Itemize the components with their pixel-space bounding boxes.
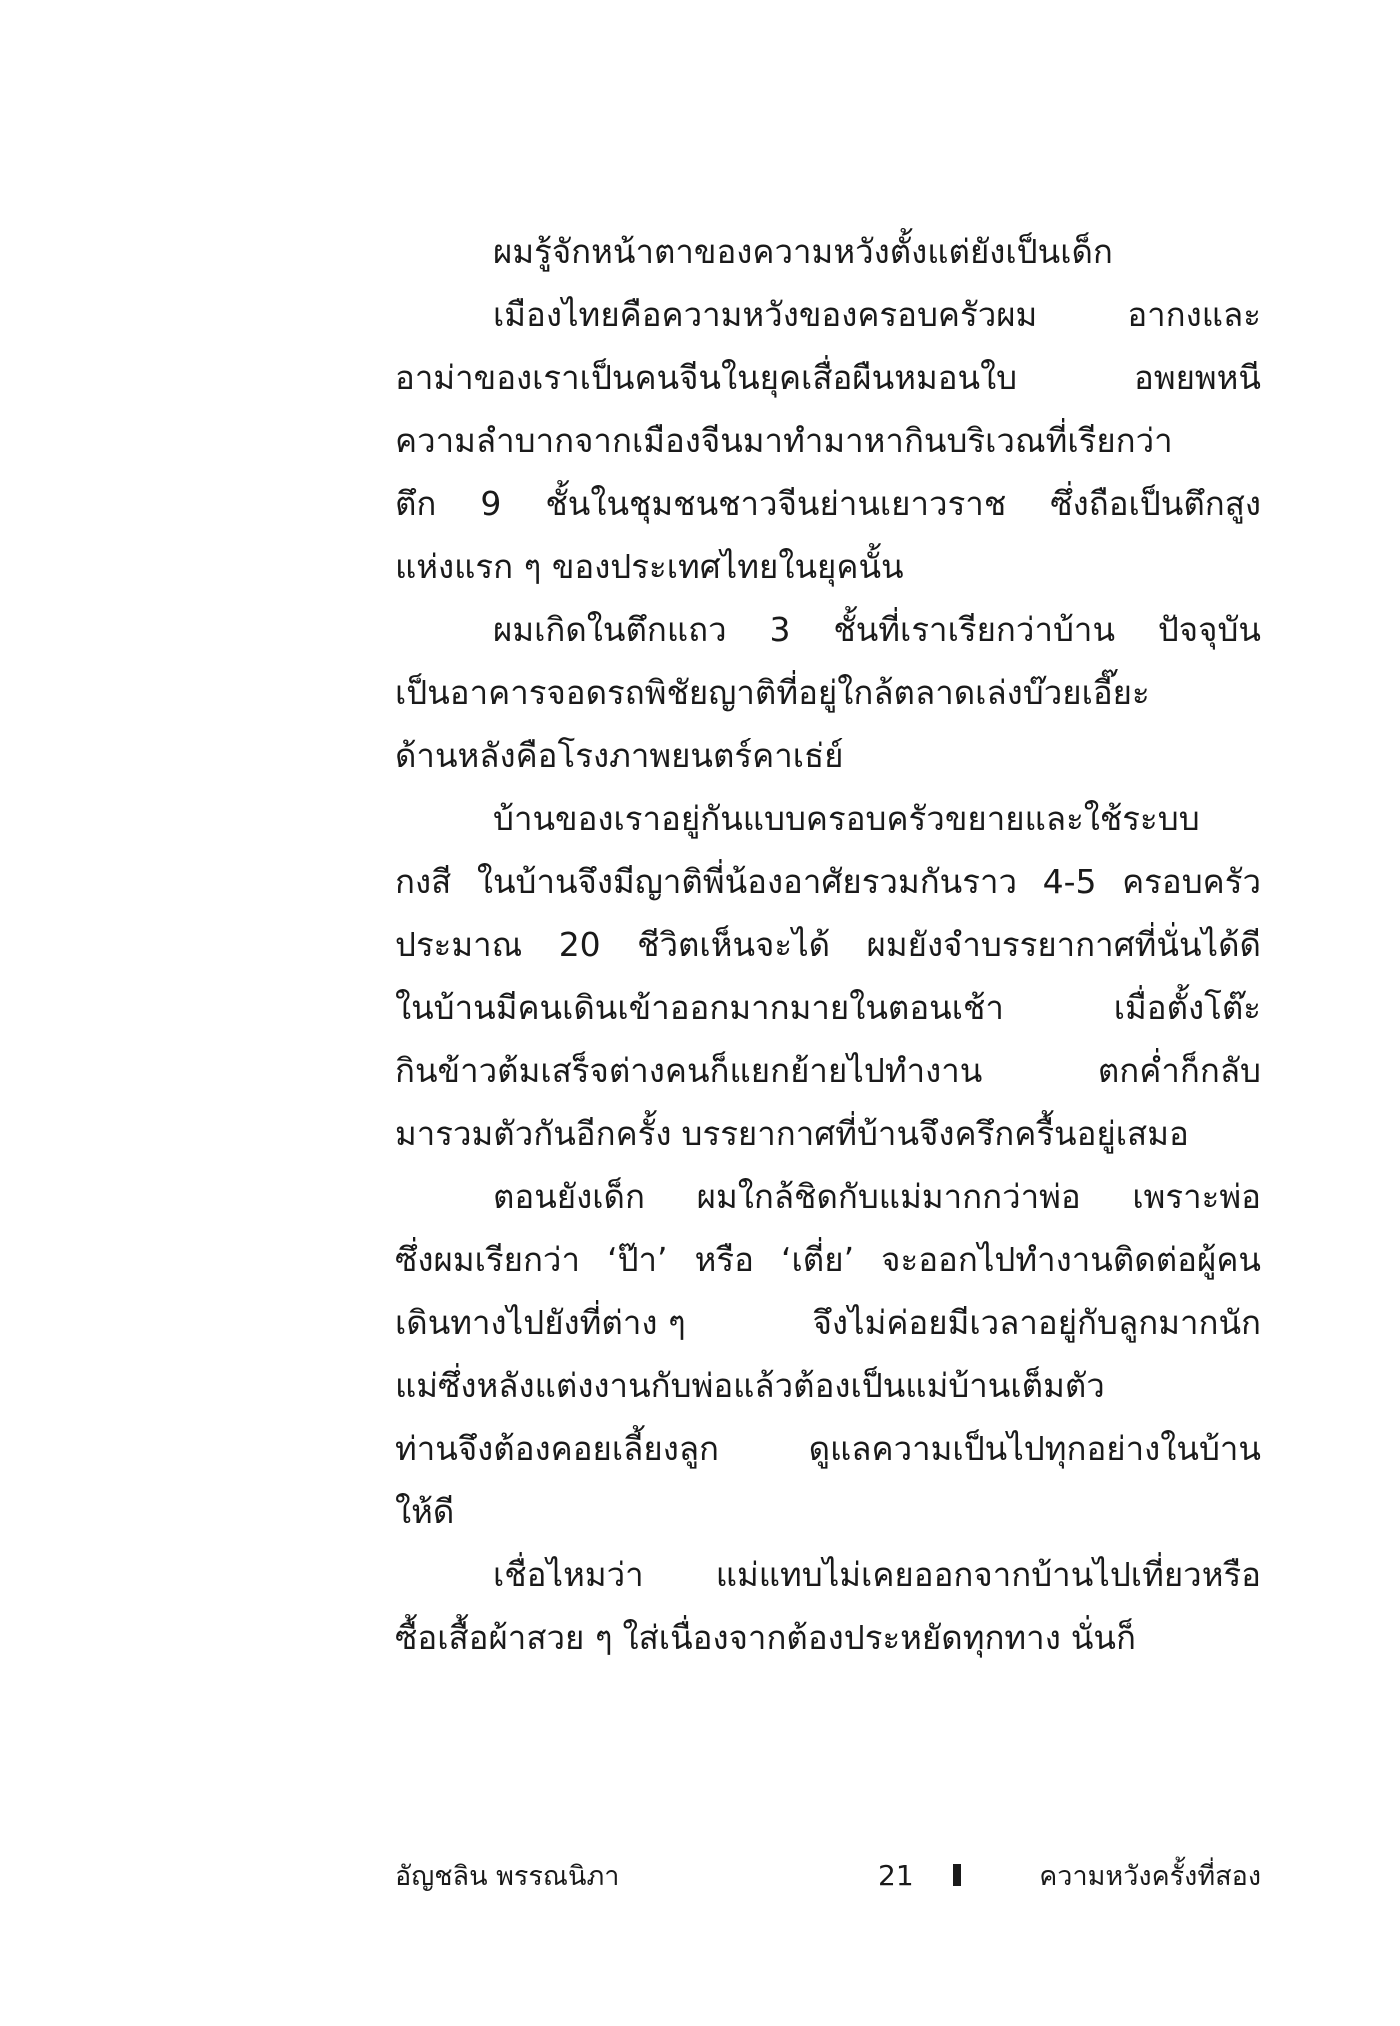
text-segment: ซึ่งผมเรียกว่า (395, 1240, 580, 1279)
text-segment: ผมรู้จักหน้าตาของความหวังตั้งแต่ยังเป็นเด็ก (493, 232, 1113, 271)
text-segment: ชีวิตเห็นจะได้ (637, 925, 831, 964)
text-segment: กงสี (395, 862, 452, 901)
text-line (395, 346, 1261, 409)
text-line (395, 1039, 1261, 1102)
text-line (395, 976, 1261, 1039)
text-line (395, 850, 1261, 913)
footer-author: อัญชลิน พรรณนิภา (395, 1860, 620, 1892)
text-segment: เมืองไทยคือความหวังของครอบครัวผม (493, 295, 1038, 334)
text-segment: ใส่เนื่องจากต้องประหยัดทุกทาง (622, 1618, 1061, 1657)
text-segment: ผมใกล้ชิดกับแม่มากกว่าพ่อ (696, 1177, 1081, 1216)
text-segment: ซื้อเสื้อผ้าสวย ๆ (395, 1618, 613, 1657)
text-line (395, 409, 1261, 472)
text-line (395, 598, 1261, 661)
text-line (395, 913, 1261, 976)
text-segment: ผมเกิดในตึกแถว (493, 610, 727, 649)
text-segment: ในบ้านมีคนเดินเข้าออกมากมายในตอนเช้า (395, 988, 1004, 1027)
text-segment: ตึก (395, 484, 437, 523)
text-segment: เป็นอาคารจอดรถพิชัยญาติที่อยู่ใกล้ตลาดเล่งบ๊วยเอี๊ยะ (395, 673, 1150, 712)
text-segment: ตกค่ำก็กลับ (1097, 1051, 1261, 1090)
text-line (395, 1543, 1261, 1606)
text-segment: ชั้นในชุมชนชาวจีนย่านเยาวราช (545, 484, 1007, 523)
paragraph (395, 220, 1261, 283)
text-segment: อพยพหนี (1134, 358, 1261, 397)
text-line (395, 1291, 1261, 1354)
text-segment: แม่แทบไม่เคยออกจากบ้านไปเที่ยวหรือ (715, 1555, 1261, 1594)
text-segment: 3 (769, 610, 791, 649)
text-segment: อาม่าของเราเป็นคนจีนในยุคเสื่อผืนหมอนใบ (395, 358, 1018, 397)
text-segment: ความลำบากจากเมืองจีนมาทำมาหากินบริเวณที่เรียกว่า (395, 421, 1173, 460)
text-segment: 20 (558, 925, 601, 964)
text-segment: ซึ่งถือเป็นตึกสูง (1050, 484, 1261, 523)
text-segment: อากงและ (1127, 295, 1261, 334)
text-segment: ดูแลความเป็นไปทุกอย่างในบ้าน (808, 1429, 1261, 1468)
paragraph (395, 1543, 1261, 1669)
text-line (395, 724, 1261, 787)
text-segment: 4-5 (1042, 862, 1097, 901)
text-line (395, 1354, 1261, 1417)
text-segment: จึงไม่ค่อยมีเวลาอยู่กับลูกมากนัก (812, 1303, 1261, 1342)
text-segment: ให้ดี (395, 1492, 455, 1531)
text-line (395, 220, 1261, 283)
text-line (395, 472, 1261, 535)
text-line (395, 1228, 1261, 1291)
text-line (395, 1606, 1261, 1669)
text-segment: ชั้นที่เราเรียกว่าบ้าน (833, 610, 1116, 649)
text-line (395, 1102, 1261, 1165)
text-segment: ด้านหลังคือโรงภาพยนตร์คาเธ่ย์ (395, 736, 844, 775)
text-segment: มารวมตัวกันอีกครั้ง (395, 1114, 672, 1153)
text-segment: เชื่อไหมว่า (493, 1555, 644, 1594)
text-segment: เดินทางไปยังที่ต่าง ๆ (395, 1303, 686, 1342)
text-segment: ‘เตี่ย’ (781, 1240, 855, 1279)
text-line (395, 661, 1261, 724)
paragraph (395, 598, 1261, 787)
text-segment: แห่งแรก ๆ ของประเทศไทยในยุคนั้น (395, 547, 904, 586)
text-line (395, 1417, 1261, 1480)
text-line (395, 283, 1261, 346)
text-segment: แม่ซึ่งหลังแต่งงานกับพ่อแล้วต้องเป็นแม่บ้านเต็มตัว (395, 1366, 1105, 1405)
text-line (395, 1480, 1261, 1543)
text-segment: ในบ้านจึงมีญาติพี่น้องอาศัยรวมกันราว (476, 862, 1018, 901)
text-segment: หรือ (694, 1240, 754, 1279)
text-segment: ครอบครัว (1122, 862, 1261, 901)
page-body (395, 220, 1261, 1669)
text-segment: ‘ป๊า’ (607, 1240, 668, 1279)
text-segment: บ้านของเราอยู่กันแบบครอบครัวขยายและใช้ระบบ (493, 799, 1200, 838)
text-line (395, 787, 1261, 850)
text-segment: เพราะพ่อ (1132, 1177, 1261, 1216)
paragraph (395, 1165, 1261, 1543)
text-segment: กินข้าวต้มเสร็จต่างคนก็แยกย้ายไปทำงาน (395, 1051, 983, 1090)
paragraph (395, 787, 1261, 1165)
text-segment: จะออกไปทำงานติดต่อผู้คน (881, 1240, 1261, 1279)
text-line (395, 1165, 1261, 1228)
page-number: 21 (878, 1858, 914, 1892)
text-segment: ปัจจุบัน (1157, 610, 1261, 649)
text-segment: นั่นก็ (1070, 1618, 1136, 1657)
footer-book-title: ความหวังครั้งที่สอง (1039, 1860, 1261, 1892)
text-segment: ผมยังจำบรรยากาศที่นั่นได้ดี (866, 925, 1261, 964)
text-segment: บรรยากาศที่บ้านจึงครึกครื้นอยู่เสมอ (681, 1114, 1189, 1153)
text-segment: เมื่อตั้งโต๊ะ (1113, 988, 1261, 1027)
text-segment: ประมาณ (395, 925, 523, 964)
footer-separator (953, 1864, 961, 1886)
text-segment: ท่านจึงต้องคอยเลี้ยงลูก (395, 1429, 720, 1468)
text-segment: 9 (480, 484, 502, 523)
paragraph (395, 283, 1261, 598)
text-segment: ตอนยังเด็ก (493, 1177, 645, 1216)
text-line (395, 535, 1261, 598)
